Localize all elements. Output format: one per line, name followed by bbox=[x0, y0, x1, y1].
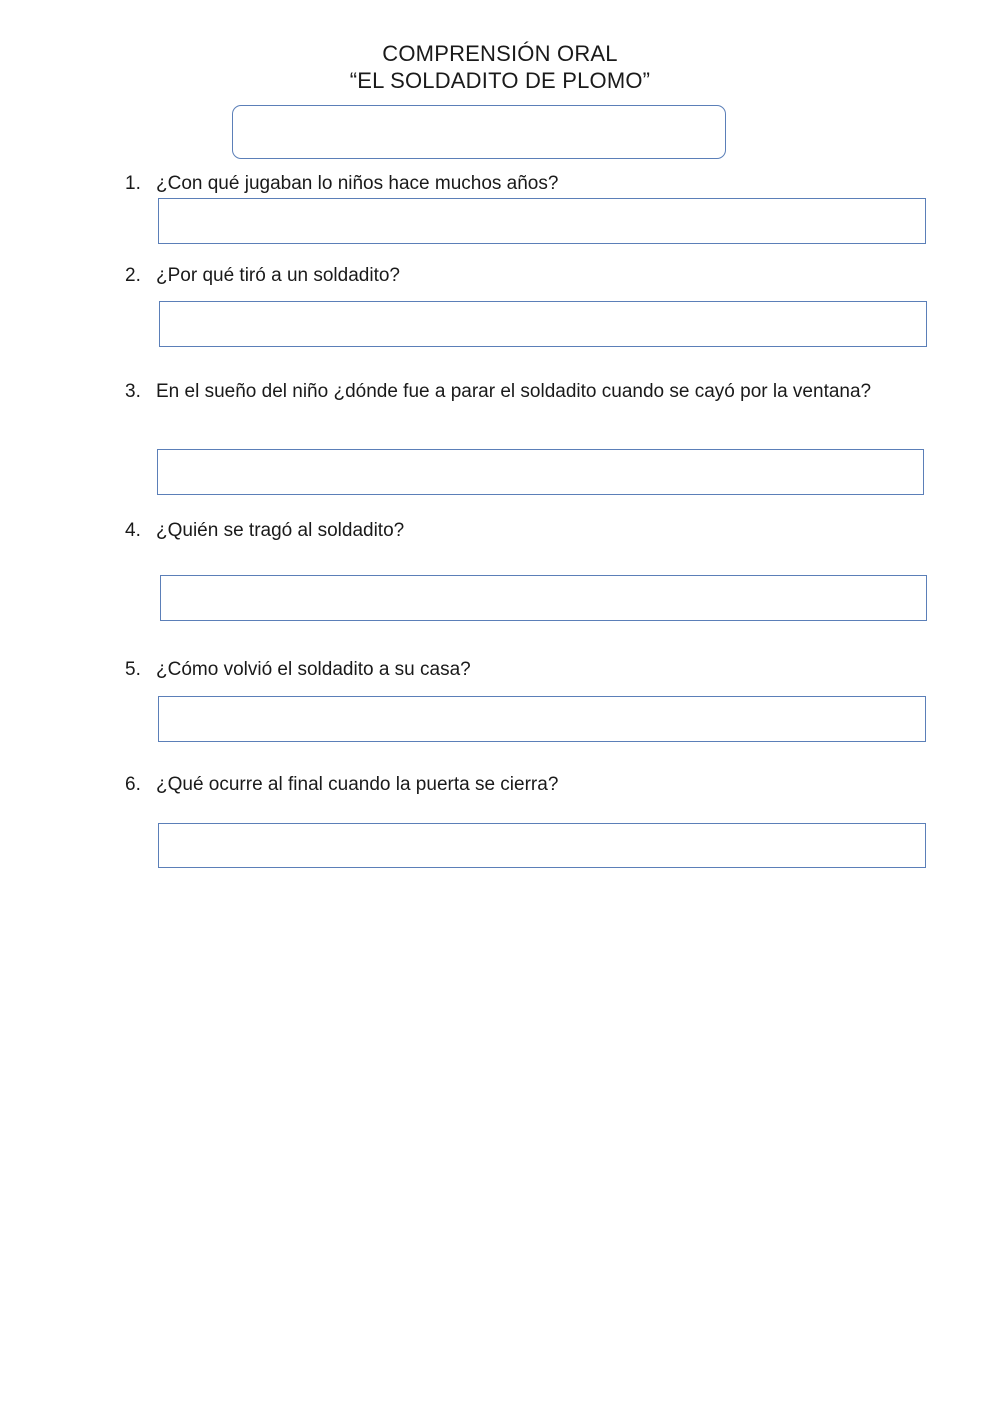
question-text: ¿Con qué jugaban lo niños hace muchos años? bbox=[156, 173, 559, 194]
name-input-box[interactable] bbox=[232, 105, 726, 159]
answer-box[interactable] bbox=[158, 198, 926, 244]
question-text: En el sueño del niño ¿dónde fue a parar el soldadito cuando se cayó por la ventana? bbox=[156, 381, 872, 402]
question-number: 2. bbox=[125, 265, 141, 286]
answer-box[interactable] bbox=[158, 823, 926, 868]
question-text: ¿Por qué tiró a un soldadito? bbox=[156, 265, 400, 286]
question-text: ¿Qué ocurre al final cuando la puerta se cierra? bbox=[156, 774, 559, 795]
question-text: ¿Quién se tragó al soldadito? bbox=[156, 520, 405, 541]
question-number: 4. bbox=[125, 520, 141, 541]
answer-box[interactable] bbox=[157, 449, 924, 495]
answer-box[interactable] bbox=[158, 696, 926, 742]
question-number: 6. bbox=[125, 774, 141, 795]
question-text: ¿Cómo volvió el soldadito a su casa? bbox=[156, 659, 471, 680]
question-number: 3. bbox=[125, 381, 141, 402]
question-number: 1. bbox=[125, 173, 141, 194]
answer-box[interactable] bbox=[159, 301, 927, 347]
question-number: 5. bbox=[125, 659, 141, 680]
answer-box[interactable] bbox=[160, 575, 927, 621]
page-title: COMPRENSIÓN ORAL bbox=[382, 41, 618, 66]
story-title: “EL SOLDADITO DE PLOMO” bbox=[349, 68, 651, 93]
